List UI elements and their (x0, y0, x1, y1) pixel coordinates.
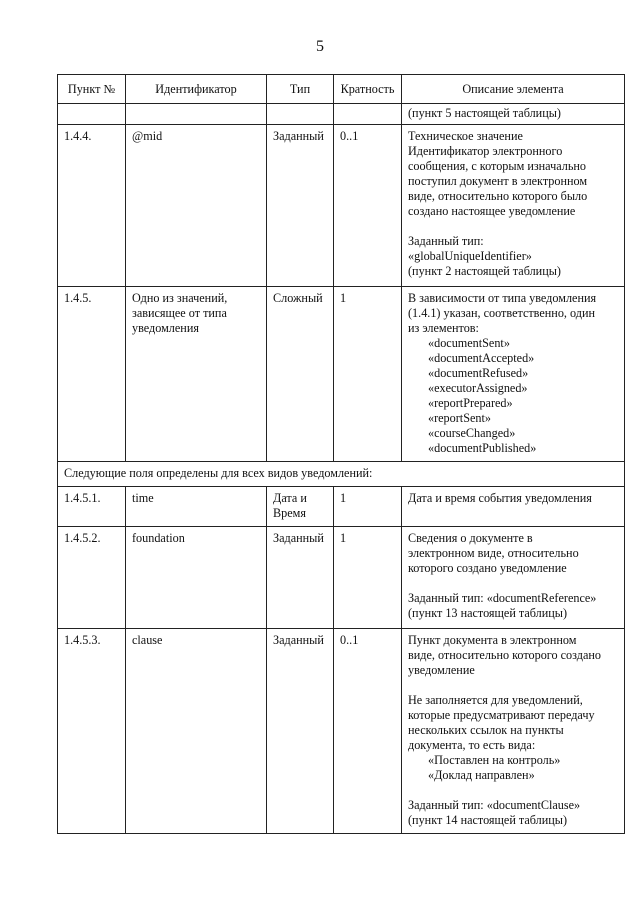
identifier: clause (126, 629, 267, 834)
description (402, 527, 625, 629)
list-item: «documentRefused» (428, 366, 529, 380)
continuation-row (58, 104, 625, 125)
table-row (58, 287, 625, 462)
element-type: Сложный (267, 287, 334, 462)
item-number: 1.4.5. (58, 287, 126, 462)
description-line: Заданный тип: «documentClause» (408, 798, 581, 812)
multiplicity: 0..1 (334, 125, 402, 287)
identifier: Одно из значений, зависящее от типа уведомления (126, 287, 267, 462)
description-line: (пункт 14 настоящей таблицы) (408, 813, 568, 827)
line-gap (408, 783, 619, 798)
description (402, 629, 625, 834)
header-item-number: Пункт № (58, 75, 126, 104)
description-line: документа, то есть вида: (408, 738, 536, 752)
description-line: сообщения, с которым изначально (408, 159, 587, 173)
description-line: из элементов: (408, 321, 479, 335)
list-item: «documentPublished» (428, 441, 537, 455)
item-number: 1.4.5.1. (58, 487, 126, 527)
table-header-row (58, 75, 625, 104)
description-line: «globalUniqueIdentifier» (408, 249, 532, 263)
line-gap (408, 219, 619, 234)
description-line: виде, относительно которого было (408, 189, 588, 203)
table-cell (334, 104, 402, 125)
multiplicity: 1 (334, 527, 402, 629)
line-gap (408, 576, 619, 591)
table-row (58, 527, 625, 629)
description-line: Дата и время события уведомления (408, 491, 592, 505)
example-list (408, 753, 619, 783)
description-line: создано настоящее уведомление (408, 204, 576, 218)
table-cell (267, 104, 334, 125)
element-type: Заданный (267, 527, 334, 629)
element-type: Заданный (267, 629, 334, 834)
header-type: Тип (267, 75, 334, 104)
element-type: Дата и Время (267, 487, 334, 527)
table-cell (126, 104, 267, 125)
description-line: виде, относительно которого создано (408, 648, 601, 662)
description-line: (пункт 13 настоящей таблицы) (408, 606, 568, 620)
element-list (408, 336, 619, 456)
description-line: уведомление (408, 663, 475, 677)
description-line: Заданный тип: (408, 234, 484, 248)
list-item: «documentSent» (428, 336, 510, 350)
item-number: 1.4.4. (58, 125, 126, 287)
section-note: Следующие поля определены для всех видов уведомлений: (58, 462, 625, 487)
element-type: Заданный (267, 125, 334, 287)
continuation-description: (пункт 5 настоящей таблицы) (402, 104, 625, 125)
description-line: которого создано уведомление (408, 561, 567, 575)
description-line: электронном виде, относительно (408, 546, 579, 560)
description-line: Сведения о документе в (408, 531, 533, 545)
description-tail (408, 783, 619, 828)
table-row (58, 125, 625, 287)
header-description: Описание элемента (402, 75, 625, 104)
description (402, 125, 625, 287)
header-identifier: Идентификатор (126, 75, 267, 104)
identifier: foundation (126, 527, 267, 629)
description-line: Идентификатор электронного (408, 144, 563, 158)
item-number: 1.4.5.2. (58, 527, 126, 629)
table-row (58, 629, 625, 834)
description (402, 487, 625, 527)
header-multiplicity: Кратность (334, 75, 402, 104)
table-cell (58, 104, 126, 125)
description-line: В зависимости от типа уведомления (408, 291, 597, 305)
list-item: «courseChanged» (428, 426, 516, 440)
description-line: (пункт 2 настоящей таблицы) (408, 264, 561, 278)
list-item: «Поставлен на контроль» (428, 753, 561, 767)
description-line: Не заполняется для уведомлений, (408, 693, 583, 707)
description (402, 287, 625, 462)
multiplicity: 1 (334, 487, 402, 527)
description-line: которые предусматривают передачу (408, 708, 595, 722)
section-note-row (58, 462, 625, 487)
description-line: Заданный тип: «documentReference» (408, 591, 597, 605)
list-item: «documentAccepted» (428, 351, 535, 365)
table-row (58, 487, 625, 527)
identifier: time (126, 487, 267, 527)
page-number: 5 (316, 38, 324, 55)
description-line: нескольких ссылок на пункты (408, 723, 564, 737)
item-number: 1.4.5.3. (58, 629, 126, 834)
multiplicity: 1 (334, 287, 402, 462)
list-item: «reportSent» (428, 411, 491, 425)
line-gap (408, 678, 619, 693)
description-line: Техническое значение (408, 129, 523, 143)
list-item: «reportPrepared» (428, 396, 513, 410)
description-line: (1.4.1) указан, соответственно, один (408, 306, 595, 320)
description-text (408, 291, 619, 336)
description-line: поступил документ в электронном (408, 174, 588, 188)
description-text (408, 633, 619, 753)
elements-table (57, 74, 625, 834)
list-item: «executorAssigned» (428, 381, 528, 395)
description-line: Пункт документа в электронном (408, 633, 577, 647)
list-item: «Доклад направлен» (428, 768, 535, 782)
multiplicity: 0..1 (334, 629, 402, 834)
identifier: @mid (126, 125, 267, 287)
